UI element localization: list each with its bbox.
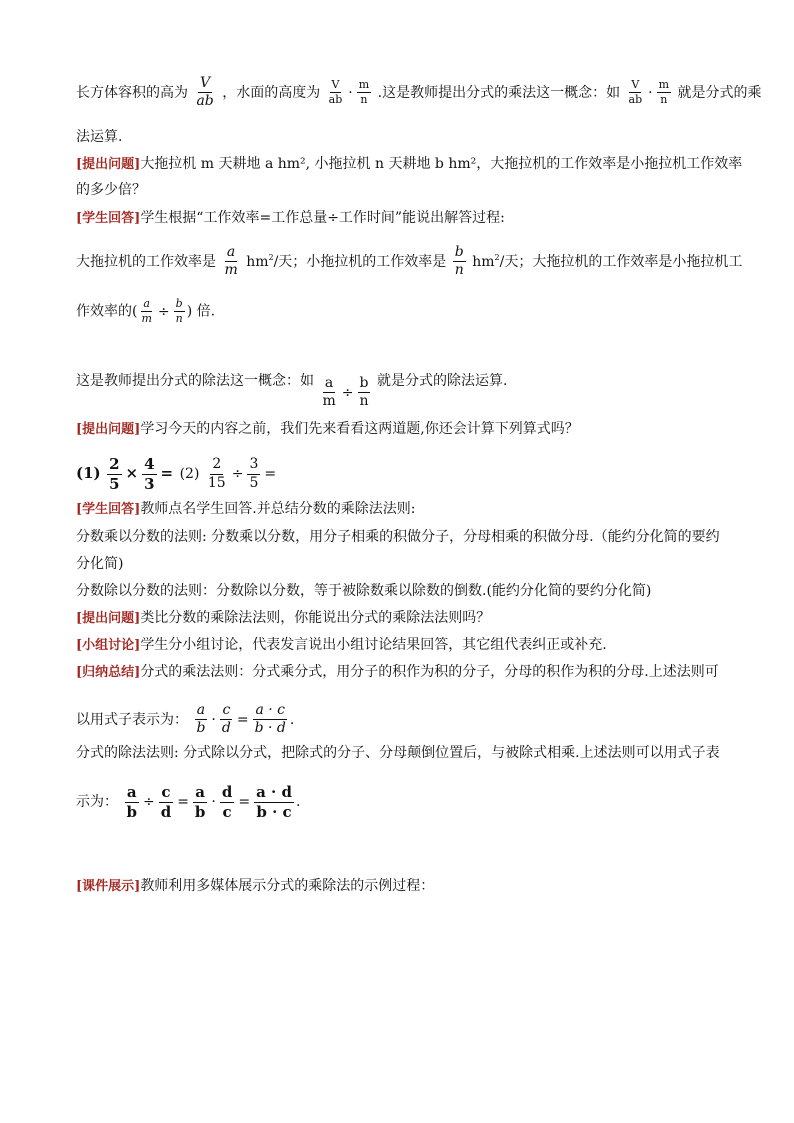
division-concept-line: 这是教师提出分式的除法这一概念：如 $\frac{a}{m}$ ÷ $\frac{b}{n}$ 就是分式的除法运算. — [76, 372, 508, 410]
fraction: $\frac{V}{ab}$ — [628, 78, 643, 107]
fraction: $\frac{a \cdot d}{b \cdot c}$ — [256, 783, 292, 821]
fraction: $\frac{m}{n}$ — [658, 78, 670, 107]
section-tag: [学生回答] — [76, 211, 141, 226]
fraction: $\frac{3}{5}$ — [249, 456, 259, 491]
group-discussion: [小组讨论]学生分小组讨论，代表发言说出小组讨论结果回答，其它组代表纠正或补充. — [76, 637, 607, 653]
fraction: $\frac{a}{b}$ — [196, 702, 206, 737]
efficiency-line: 大拖拉机的工作效率是 $\frac{a}{m}$ $hm^2/$天；小拖拉机的工作效率是 $\frac{b}{n}$ $hm^2/$天；大拖拉机的工作效率是小拖拉机工 — [76, 244, 743, 279]
fraction: $\frac{m}{n}$ — [358, 78, 370, 107]
section-tag: [课件展示] — [76, 879, 141, 894]
division-formula-line: 示为： $\frac{a}{b}$ ÷ $\frac{c}{d}$ = $\frac{a}{b}$ · $\frac{d}{c}$ = $\frac{a \cdot d}{b \cdot c}$ . — [76, 783, 301, 821]
fraction: $\frac{a}{m}$ — [322, 375, 336, 410]
fraction-multiply-rule: 分数乘以分数的法则: 分数乘以分数，用分子相乘的积做分子，分母相乘的积做分母.（能约分化简的要约 — [76, 529, 720, 545]
fraction: $\frac{c}{d}$ — [221, 702, 231, 737]
fraction: $\frac{b}{n}$ — [175, 297, 183, 326]
fraction: $\frac{b}{n}$ — [359, 375, 369, 410]
fraction: $\frac{V}{ab}$ — [328, 78, 343, 107]
section-tag: [学生回答] — [76, 502, 141, 517]
fraction: $\frac{a}{b}$ — [126, 783, 137, 821]
multiply-formula-line: 以用式子表示为： $\frac{a}{b}$ · $\frac{c}{d}$ = $\frac{a \cdot c}{b \cdot d}$ . — [76, 702, 295, 737]
calculation-line: (1) $\frac{2}{5}$ × $\frac{4}{3}$ = (2) $\frac{2}{15}$ ÷ $\frac{3}{5}$ = — [76, 455, 277, 493]
question-3: [提出问题]类比分数的乘除法法则，你能说出分式的乘除法法则吗？ — [76, 610, 491, 626]
text: .这是教师提出分式的乘法这一概念：如 — [377, 84, 621, 101]
fraction: $\frac{a}{b}$ — [194, 783, 206, 821]
question-2: [提出问题]学习今天的内容之前，我们先来看看这两道题,你还会计算下列算式吗？ — [76, 421, 579, 437]
answer-1: [学生回答]学生根据“工作效率=工作总量÷工作时间”能说出解答过程: — [76, 210, 505, 226]
fraction: $\frac{a}{m}$ — [224, 244, 238, 279]
fraction: $\frac{2}{15}$ — [207, 456, 226, 491]
fraction: $\frac{c}{d}$ — [160, 783, 172, 821]
section-tag: [提出问题] — [76, 422, 141, 437]
section-tag: [提出问题] — [76, 611, 141, 626]
answer-2: [学生回答]教师点名学生回答.并总结分数的乘除法法则: — [76, 501, 416, 517]
question-1-line1: [提出问题]大拖拉机 m 天耕地 a hm², 小拖拉机 n 天耕地 b hm²，大拖拉机的工作效率是小拖拉机工作效率 — [76, 156, 743, 172]
fraction-divide-rule: 分数除以分数的法则：分数除以分数，等于被除数乘以除数的倒数.(能约分化简的要约分化简) — [76, 583, 652, 599]
fraction: $\frac{a}{m}$ — [141, 297, 152, 326]
courseware-display: [课件展示]教师利用多媒体展示分式的乘除法的示例过程： — [76, 878, 435, 894]
para-text: 法运算. — [76, 129, 123, 145]
division-rule-line1: 分式的除法法则: 分式除以分式，把除式的分子、分母颠倒位置后，与被除式相乘.上述法则可以用式子表 — [76, 745, 720, 761]
question-1-line2: 的多少倍？ — [76, 182, 146, 198]
section-tag: [归纳总结] — [76, 665, 141, 680]
para-volume-line: 长方体容积的高为 $\frac{V}{ab}$ ，水面的高度为 $\frac{V}{ab}$ · $\frac{m}{n}$ .这是教师提出分式的乘法这一概念：如 $\frac{V}{ab}$ · $\frac{m}{n}$ 就是分式的乘 — [76, 75, 762, 110]
text: 就是分式的乘 — [677, 84, 762, 101]
fraction: $\frac{d}{c}$ — [221, 783, 233, 821]
summary-line1: [归纳总结]分式的乘法法则：分式乘分式，用分子的积作为积的分子，分母的积作为积的分母.上述法则可 — [76, 664, 719, 680]
fraction: $\frac{a \cdot c}{b \cdot d}$ — [254, 702, 286, 737]
text: 长方体容积的高为 — [76, 84, 188, 101]
section-tag: [提出问题] — [76, 157, 141, 172]
fraction-multiply-rule-cont: 分化简) — [76, 556, 124, 572]
efficiency-ratio-line: 作效率的( $\frac{a}{m}$ ÷ $\frac{b}{n}$ ) 倍. — [76, 297, 216, 326]
fraction: $\frac{V}{ab}$ — [196, 75, 214, 110]
text: ，水面的高度为 — [222, 84, 321, 101]
fraction: $\frac{4}{3}$ — [144, 455, 155, 493]
section-tag: [小组讨论] — [76, 638, 141, 653]
fraction: $\frac{b}{n}$ — [454, 244, 464, 279]
fraction: $\frac{2}{5}$ — [109, 455, 120, 493]
